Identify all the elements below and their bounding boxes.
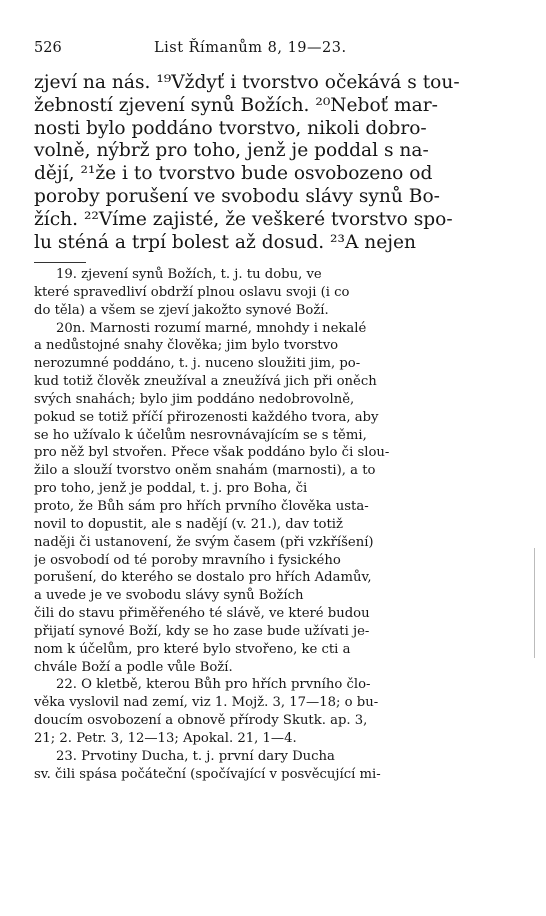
footnote-line: přijatí synové Boží, kdy se ho zase bude užívati je- <box>34 623 370 639</box>
text-line: nosti bylo poddáno tvorstvo, nikoli dobro- <box>34 117 427 139</box>
footnote-line: je osvobodí od té poroby mravního i fysického <box>34 552 341 568</box>
footnote-line: 21; 2. Petr. 3, 12—13; Apokal. 21, 1—4. <box>34 730 297 746</box>
footnote-line: naději či ustanovení, že svým časem (při vzkříšení) <box>34 534 374 550</box>
footnote-line: věka vyslovil nad zemí, viz 1. Mojž. 3, 17—18; o bu- <box>34 695 379 711</box>
footnote-line: sv. čili spása počáteční (spočívající v posvěcující mi- <box>34 766 381 782</box>
footnote-line: žilo a slouží tvorstvo oněm snahám (marnosti), a to <box>34 463 376 479</box>
footnote-line: 22. O kletbě, kterou Bůh pro hřích prvního člo- <box>56 677 371 693</box>
page-header <box>34 38 512 58</box>
text-line: poroby porušení ve svobodu slávy synů Bo- <box>34 185 440 207</box>
footnote-line: do těla) a všem se zjeví jakožto synové Boží. <box>34 302 329 318</box>
footnote-line: pokud se totiž příčí přirozenosti každého tvora, aby <box>34 409 379 425</box>
footnote-line: se ho užívalo k účelům nesrovnávajícím se s těmi, <box>34 427 367 443</box>
footnote-line: 19. zjevení synů Božích, t. j. tu dobu, ve <box>56 267 322 282</box>
footnote-separator <box>34 262 86 263</box>
page-edge-mark <box>528 548 535 658</box>
footnote-line: pro toho, jenž je poddal, t. j. pro Boha, či <box>34 481 308 497</box>
text-line: lu sténá a trpí bolest až dosud. ²³A nejen <box>34 231 417 253</box>
footnote-line: porušení, do kterého se dostalo pro hřích Adamův, <box>34 570 372 586</box>
footnote-line: které spravedliví obdrží plnou oslavu svoji (i co <box>34 284 350 300</box>
footnote-line: proto, že Bůh sám pro hřích prvního člověka usta- <box>34 498 369 514</box>
footnote-line: nerozumné poddáno, t. j. nuceno sloužiti jim, po- <box>34 356 361 372</box>
text-line: dějí, ²¹že i to tvorstvo bude osvobozeno od <box>34 163 433 185</box>
footnote-line: a uvede je ve svobodu slávy synů Božích <box>34 588 304 604</box>
text-line: žebností zjevení synů Božích. ²⁰Neboť mar- <box>34 94 438 116</box>
footnote-line: čili do stavu přiměřeného té slávě, ve které budou <box>34 606 370 622</box>
text-line: zjeví na nás. ¹⁹Vždyť i tvorstvo očekává s tou- <box>34 72 460 93</box>
footnote-line: doucím osvobození a obnově přírody Skutk. ap. 3, <box>34 713 368 729</box>
footnote-line: 23. Prvotiny Ducha, t. j. první dary Ducha <box>56 748 335 764</box>
text-line: žích. ²²Víme zajisté, že veškeré tvorstvo spo- <box>34 208 453 230</box>
footnote-line: nom k účelům, pro které bylo stvořeno, ke cti a <box>34 641 351 657</box>
text-line: volně, nýbrž pro toho, jenž je poddal s na- <box>34 140 429 162</box>
footnote-line: svých snahách; bylo jim poddáno nedobrovolně, <box>34 391 355 407</box>
footnote-line: novil to dopustit, ale s nadějí (v. 21.), dav totiž <box>34 516 343 532</box>
footnote-line: chvále Boží a podle vůle Boží. <box>34 659 233 675</box>
page-number: 526 <box>34 40 62 56</box>
footnote-line: 20n. Marnosti rozumí marné, mnohdy i nekalé <box>56 320 367 336</box>
bible-text <box>34 72 504 254</box>
footnote-line: kud totiž člověk zneužíval a zneužívá jich při oněch <box>34 374 377 390</box>
footnotes <box>34 266 508 783</box>
running-title: List Římanům 8, 19—23. <box>154 40 347 56</box>
footnote-line: pro něž byl stvořen. Přece však poddáno bylo či slou- <box>34 445 390 461</box>
footnote-line: a nedůstojné snahy člověka; jim bylo tvorstvo <box>34 338 339 354</box>
